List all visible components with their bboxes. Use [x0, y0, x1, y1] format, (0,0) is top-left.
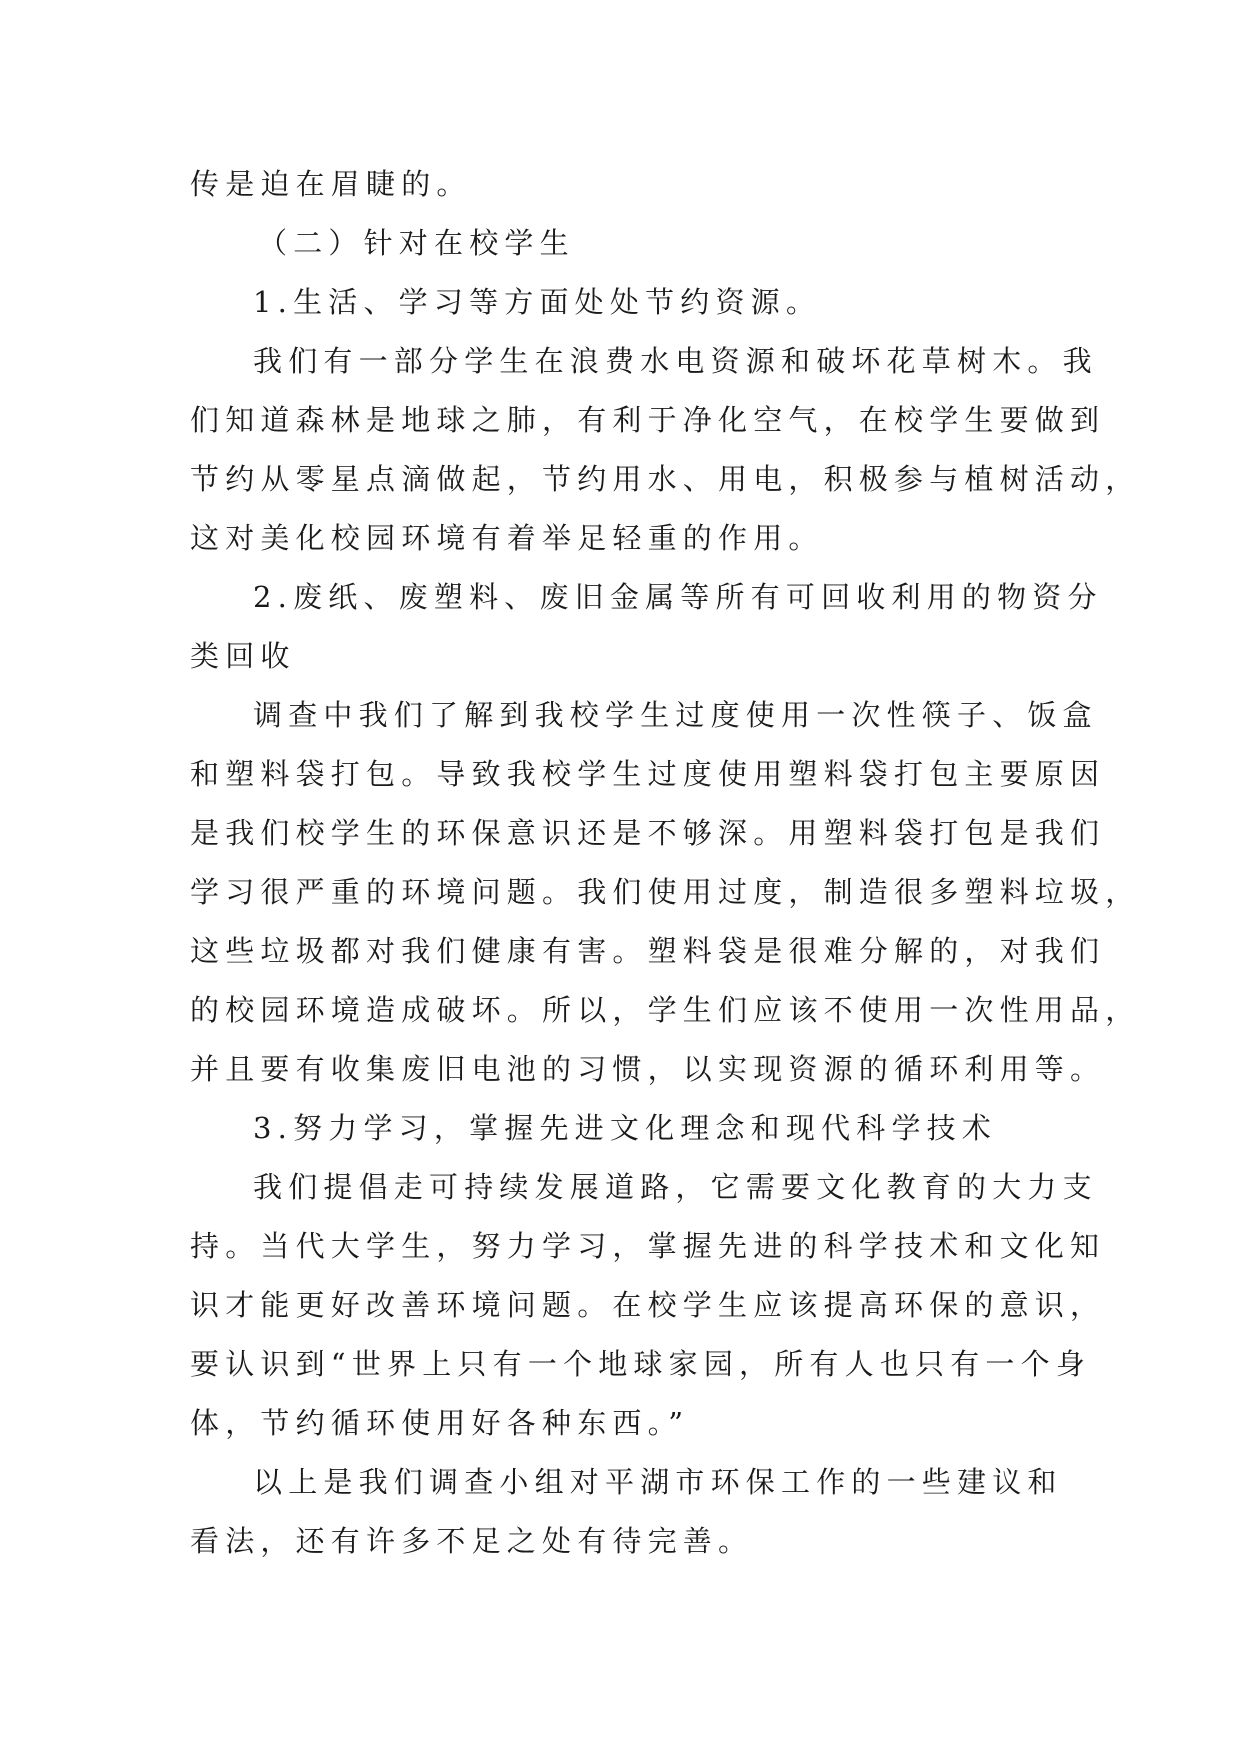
paragraph-line: 持。当代大学生，努力学习，掌握先进的科学技术和文化知 [190, 1229, 1106, 1263]
subsection-heading: 3.努力学习，掌握先进文化理念和现代科学技术 [253, 1111, 998, 1145]
paragraph-line: 识才能更好改善环境问题。在校学生应该提高环保的意识， [190, 1288, 1106, 1322]
paragraph-line: 节约从零星点滴做起，节约用水、用电，积极参与植树活动， [190, 462, 1141, 496]
paragraph-line: 这对美化校园环境有着举足轻重的作用。 [190, 521, 824, 555]
paragraph-line: 和塑料袋打包。导致我校学生过度使用塑料袋打包主要原因 [190, 757, 1106, 791]
paragraph-line: 这些垃圾都对我们健康有害。塑料袋是很难分解的，对我们 [190, 934, 1106, 968]
paragraph-line: 的校园环境造成破坏。所以，学生们应该不使用一次性用品， [190, 993, 1141, 1027]
paragraph-line: 以上是我们调查小组对平湖市环保工作的一些建议和 [253, 1465, 1063, 1499]
paragraph-line: 我们有一部分学生在浪费水电资源和破坏花草树木。我 [253, 344, 1098, 378]
paragraph-line: 要认识到“世界上只有一个地球家园，所有人也只有一个身 [190, 1347, 1092, 1381]
subsection-heading-cont: 类回收 [190, 639, 296, 673]
paragraph-line: 是我们校学生的环保意识还是不够深。用塑料袋打包是我们 [190, 816, 1106, 850]
paragraph-line: 学习很严重的环境问题。我们使用过度，制造很多塑料垃圾， [190, 875, 1141, 909]
paragraph-line: 们知道森林是地球之肺，有利于净化空气，在校学生要做到 [190, 403, 1106, 437]
paragraph-line: 看法，还有许多不足之处有待完善。 [190, 1524, 754, 1558]
subsection-heading: 2.废纸、废塑料、废旧金属等所有可回收利用的物资分 [253, 580, 1103, 614]
paragraph-line: 传是迫在眉睫的。 [190, 167, 472, 201]
section-heading: （二）针对在校学生 [258, 226, 575, 260]
paragraph-line: 我们提倡走可持续发展道路，它需要文化教育的大力支 [253, 1170, 1098, 1204]
subsection-heading: 1.生活、学习等方面处处节约资源。 [253, 285, 822, 319]
paragraph-line: 体，节约循环使用好各种东西。” [190, 1406, 690, 1440]
paragraph-line: 并且要有收集废旧电池的习惯，以实现资源的循环利用等。 [190, 1052, 1106, 1086]
paragraph-line: 调查中我们了解到我校学生过度使用一次性筷子、饭盒 [253, 698, 1098, 732]
